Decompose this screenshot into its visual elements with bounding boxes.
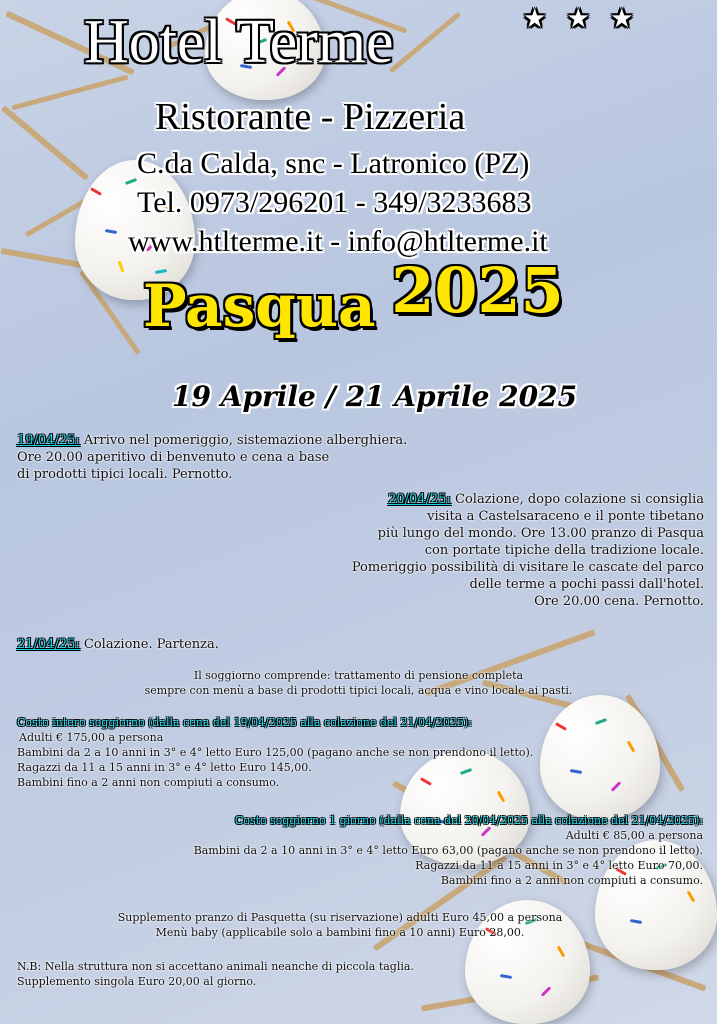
hotel-web: www.htlterme.it - info@htlterme.it: [128, 225, 548, 258]
day2-line5: Pomeriggio possibilità di visitare le cascate del parco: [351, 560, 704, 575]
one-day-line1: Adulti € 85,00 a persona: [565, 829, 703, 842]
event-title: [143, 254, 564, 341]
hotel-phone: Tel. 0973/296201 - 349/3233683: [137, 186, 532, 219]
day2-key: 20/04/25:: [388, 492, 451, 507]
hotel-address: C.da Calda, snc - Latronico (PZ): [137, 147, 530, 180]
program-day3: [17, 636, 219, 653]
full-stay-line4: Bambini fino a 2 anni non compiuti a consumo.: [17, 776, 280, 789]
event-title-word: Pasqua: [143, 272, 376, 340]
day3-line1: Colazione. Partenza.: [79, 637, 219, 652]
full-stay-prices: [17, 715, 577, 790]
hotel-name: Hotel Terme: [84, 8, 394, 76]
one-day-line4: Bambini fino a 2 anni non compiuti a consumo.: [440, 874, 703, 887]
includes-line2: sempre con menù a base di prodotti tipici locali, acqua e vino locale ai pasti.: [144, 684, 573, 697]
day2-line3: più lungo del mondo. Ore 13.00 pranzo di Pasqua: [377, 526, 704, 541]
day2-line6: delle terme a pochi passi dall'hotel.: [469, 577, 704, 592]
one-day-line2: Bambini da 2 a 10 anni in 3° e 4° letto Euro 63,00 (pagano anche se non prendono il letto).: [193, 844, 703, 857]
one-day-prices: [143, 813, 703, 888]
day3-key: 21/04/25:: [17, 637, 80, 652]
notes: [17, 959, 477, 989]
rating-stars: ★ ★ ★: [523, 4, 640, 34]
one-day-heading: Costo soggiorno 1 giorno (dalla cena del 20/04/2025 alla colazione del 21/04/2025):: [234, 814, 703, 827]
full-stay-heading: Costo intero soggiorno (dalla cena del 19/04/2025 alla colazione del 21/04/2025):: [17, 716, 472, 729]
day2-line2: visita a Castelsaraceno e il ponte tibetano: [427, 509, 704, 524]
day2-line1: Colazione, dopo colazione si consiglia: [450, 492, 704, 507]
full-stay-line2: Bambini da 2 a 10 anni in 3° e 4° letto Euro 125,00 (pagano anche se non prendono il letto).: [17, 746, 534, 759]
stay-includes: [0, 668, 717, 698]
day1-line3: di prodotti tipici locali. Pernotto.: [17, 467, 233, 482]
full-stay-line1: Adulti € 175,00 a persona: [19, 731, 164, 744]
includes-line1: Il soggiorno comprende: trattamento di pensione completa: [193, 669, 524, 682]
day2-line7: Ore 20.00 cena. Pernotto.: [534, 594, 704, 609]
extras-line1: Supplemento pranzo di Pasquetta (su riservazione) adulti Euro 45,00 a persona: [117, 911, 563, 924]
one-day-line3: Ragazzi da 11 a 15 anni in 3° e 4° letto Euro 70,00.: [415, 859, 703, 872]
full-stay-line3: Ragazzi da 11 a 15 anni in 3° e 4° letto Euro 145,00.: [17, 761, 312, 774]
program-day2: [284, 491, 704, 610]
notes-line1: N.B: Nella struttura non si accettano animali neanche di piccola taglia.: [17, 960, 414, 973]
day2-line4: con portate tipiche della tradizione locale.: [424, 543, 704, 558]
notes-line2: Supplemento singola Euro 20,00 al giorno.: [17, 975, 257, 988]
hotel-subtitle: Ristorante - Pizzeria: [155, 96, 466, 138]
event-title-year: 2025: [391, 254, 564, 327]
program-day1: [17, 432, 457, 483]
day1-line2: Ore 20.00 aperitivo di benvenuto e cena a base: [17, 450, 330, 465]
day1-line1: Arrivo nel pomeriggio, sistemazione alberghiera.: [79, 433, 408, 448]
day1-key: 19/04/25:: [17, 433, 80, 448]
extras: [0, 910, 680, 940]
event-dates: 19 Aprile / 21 Aprile 2025: [172, 380, 578, 413]
extras-line2: Menù baby (applicabile solo a bambini fino a 10 anni) Euro 28,00.: [155, 926, 525, 939]
